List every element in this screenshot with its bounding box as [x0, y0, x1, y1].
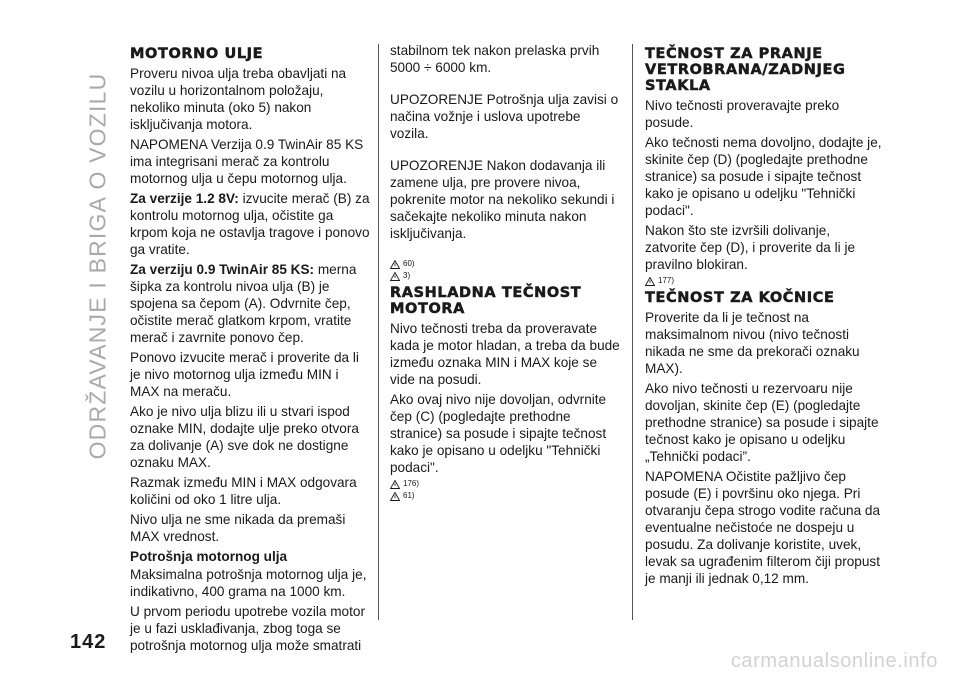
watermark-text: carmanualsonline.info — [730, 650, 938, 672]
paragraph: Ako nivo tečnosti u rezervoaru nije dovoljan, skinite čep (E) (pogledajte prethodne stranice) sa posude i sipajte tečnost kako je opisano u odeljku „Tehnički podaci”. — [645, 381, 879, 464]
warning-ref-label: 177) — [658, 276, 675, 285]
paragraph: Nakon što ste izvršili dolivanje, zatvorite čep (D), i proverite da li je pravilno blokiran. — [645, 223, 856, 272]
note-paragraph: NAPOMENA Verzija 0.9 TwinAir 85 KS ima integrisani merač za kontrolu motornog ulja u čepu motornog ulja. — [130, 137, 364, 186]
warning-ref[interactable] — [645, 276, 885, 286]
warning-triangle-icon — [645, 277, 655, 286]
paragraph: U prvom periodu upotrebe vozila motor je u fazi usklađivanja, zbog toga se potrošnja motornog ulja može smatrati — [130, 604, 365, 653]
caution-ref-label: 3) — [403, 271, 411, 280]
warning-triangle-icon — [390, 260, 400, 269]
warning-ref-label: 176) — [403, 479, 420, 488]
paragraph — [130, 190, 370, 258]
note-paragraph: NAPOMENA Očistite pažljivo čep posude (E) i površinu oko njega. Pri otvaranju čepa strogo vodite računa da eventualne nečistoće ne dospeju u posudu. Za dolivanje koristite, uvek, levak sa ugrađenim filterom čiji propust je manji ili jednak 0,12 mm. — [645, 469, 881, 586]
heading-motorno-ulje: MOTORNO ULJE — [130, 46, 264, 62]
paragraph: Proverite da li je tečnost na maksimalnom nivou (nivo tečnosti nikada ne sme da prekorači oznaku MAX). — [645, 310, 860, 376]
column-divider — [378, 44, 379, 620]
warning-paragraph: UPOZORENJE Potrošnja ulja zavisi o načina vožnje i uslova upotrebe vozila. — [390, 92, 619, 141]
paragraph-text: merna šipka za kontrolu nivoa ulja (B) je spojena sa čepom (A). Odvrnite čep, očistite merač glatkom krpom, vratite merač i zavrnite ponovo čep. — [130, 262, 357, 345]
page-number: 142 — [70, 631, 107, 653]
paragraph: Nivo tečnosti proveravajte preko posude. — [645, 98, 840, 130]
paragraph: Maksimalna potrošnja motornog ulja je, indikativno, 400 grama na 1000 km. — [130, 567, 367, 599]
warning-ref-label: 60) — [403, 259, 415, 268]
warning-paragraph: UPOZORENJE Nakon dodavanja ili zamene ulja, pre provere nivoa, pokrenite motor na nekoliko sekundi i sačekajte nekoliko minuta nakon isključivanja. — [390, 158, 615, 241]
heading-tecnost-za-pranje: TEČNOST ZA PRANJE VETROBRANA/ZADNJEG STAKLA — [645, 46, 846, 94]
bold-lead: Za verziju 0.9 TwinAir 85 KS: — [130, 262, 315, 277]
column-1 — [130, 42, 370, 657]
heading-tecnost-za-kocnice: TEČNOST ZA KOČNICE — [645, 290, 835, 306]
paragraph: Nivo tečnosti treba da proveravate kada je motor hladan, a treba da bude između oznaka MIN i MAX koje se vide na posudi. — [390, 321, 620, 387]
section-side-title — [78, 26, 118, 506]
subheading-potrosnja: Potrošnja motornog ulja — [130, 549, 288, 564]
paragraph — [130, 261, 370, 346]
paragraph-text: izvucite merač (B) za kontrolu motornog ulja, očistite ga krpom koja ne ostavlja tragove i ponovo ga vratite. — [130, 191, 370, 257]
paragraph: Razmak između MIN i MAX odgovara količini od oko 1 litre ulja. — [130, 475, 357, 507]
paragraph: stabilnom tek nakon prelaska prvih 5000 ÷ 6000 km. — [390, 43, 600, 75]
caution-ref[interactable] — [390, 271, 622, 281]
paragraph: Nivo ulja ne sme nikada da premaši MAX vrednost. — [130, 512, 346, 544]
paragraph: Ponovo izvucite merač i proverite da li je nivo motornog ulja između MIN i MAX na meraču. — [130, 350, 359, 399]
caution-triangle-icon — [390, 492, 400, 501]
caution-ref[interactable] — [390, 491, 622, 501]
paragraph: Proveru nivoa ulja treba obavljati na vozilu u horizontalnom položaju, nekoliko minuta (oko 5) nakon isključivanja motora. — [130, 66, 347, 132]
paragraph: Ako tečnosti nema dovoljno, dodajte je, skinite čep (D) (pogledajte prethodne stranice) sa posude i sipajte tečnost kako je opisano u odeljku "Tehnički podaci". — [645, 135, 882, 218]
column-2 — [390, 42, 622, 503]
column-3 — [645, 42, 885, 590]
warning-ref[interactable] — [390, 259, 622, 269]
paragraph: Ako ovaj nivo nije dovoljan, odvrnite čep (C) (pogledajte prethodne stranice) sa posude i sipajte tečnost kako je opisano u odeljku "Tehnički podaci". — [390, 392, 607, 475]
caution-ref-label: 61) — [403, 491, 415, 500]
column-divider — [632, 44, 633, 620]
heading-rashladna-tecnost: RASHLADNA TEČNOST MOTORA — [390, 285, 582, 317]
warning-ref[interactable] — [390, 479, 622, 489]
side-title-text: ODRŽAVANJE I BRIGA O VOZILU — [84, 72, 111, 460]
caution-triangle-icon — [390, 272, 400, 281]
paragraph: Ako je nivo ulja blizu ili u stvari ispod oznake MIN, dodajte ulje preko otvora za dolivanje (A) sve dok ne dostigne oznaku MAX. — [130, 404, 359, 470]
warning-triangle-icon — [390, 480, 400, 489]
bold-lead: Za verzije 1.2 8V: — [130, 191, 239, 206]
